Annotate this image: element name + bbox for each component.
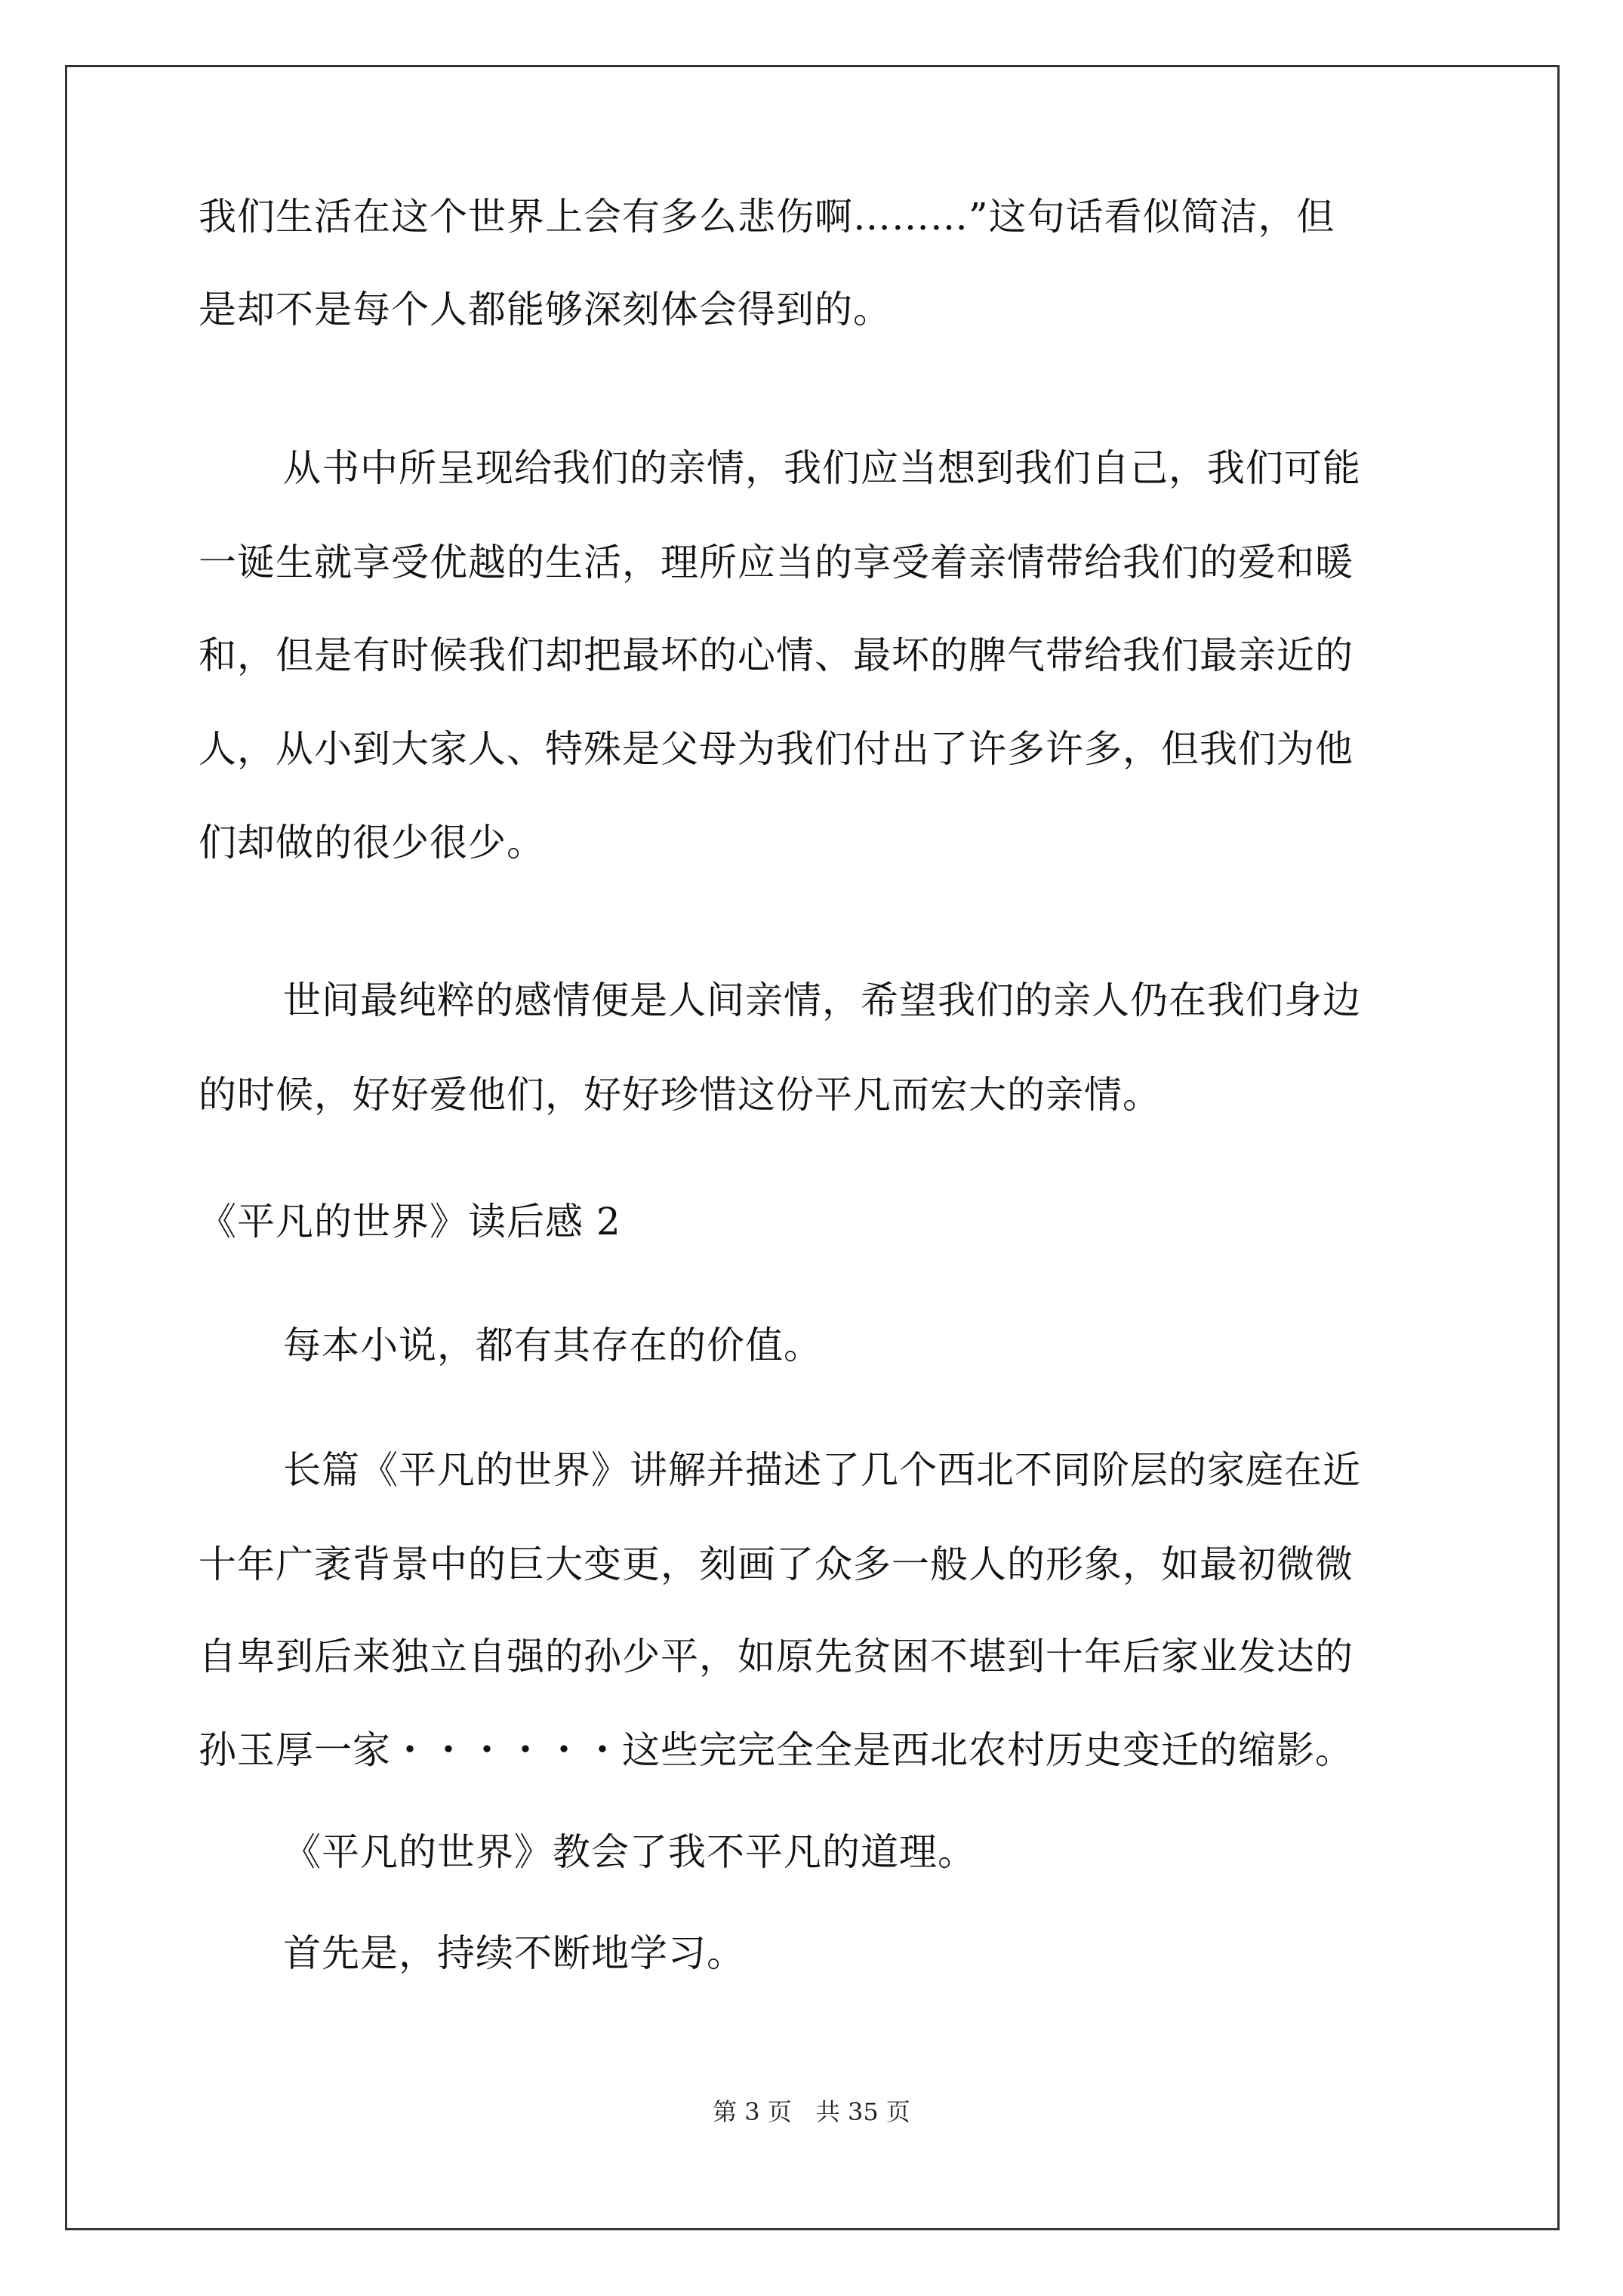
text-line: 一诞生就享受优越的生活，理所应当的享受着亲情带给我们的爱和暖 <box>199 541 1354 584</box>
paragraph-start: 首先是，持续不断地学习。 <box>283 1931 745 1975</box>
page-border <box>65 65 1560 2230</box>
paragraph-start: 世间最纯粹的感情便是人间亲情，希望我们的亲人仍在我们身边 <box>283 978 1361 1022</box>
text-line: 自卑到后来独立自强的孙少平，如原先贫困不堪到十年后家业发达的 <box>199 1635 1354 1678</box>
paragraph-start: 从书中所呈现给我们的亲情，我们应当想到我们自己，我们可能 <box>283 446 1361 490</box>
paragraph-start: 《平凡的世界》教会了我不平凡的道理。 <box>283 1830 976 1874</box>
section-title: 《平凡的世界》读后感 2 <box>199 1200 621 1244</box>
text-line: 孙玉厚一家・・・・・・这些完完全全是西北农村历史变迁的缩影。 <box>199 1728 1354 1772</box>
text-line: 是却不是每个人都能够深刻体会得到的。 <box>199 288 892 331</box>
text-line: 们却做的很少很少。 <box>199 821 545 864</box>
text-line: 和，但是有时候我们却把最坏的心情、最坏的脾气带给我们最亲近的 <box>199 633 1354 677</box>
text-line: 十年广袤背景中的巨大变更，刻画了众多一般人的形象，如最初微微 <box>199 1542 1354 1586</box>
text-line: 的时候，好好爱他们，好好珍惜这份平凡而宏大的亲情。 <box>199 1073 1161 1117</box>
paragraph-start: 长篇《平凡的世界》讲解并描述了几个西北不同阶层的家庭在近 <box>283 1448 1361 1492</box>
text-line: 我们生活在这个世界上会有多么悲伤啊………”这句话看似简洁，但 <box>199 195 1335 239</box>
page-number: 第 3 页 共 35 页 <box>713 2097 910 2126</box>
paragraph-start: 每本小说，都有其存在的价值。 <box>283 1324 822 1367</box>
text-line: 人，从小到大家人、特殊是父母为我们付出了许多许多，但我们为他 <box>199 727 1354 771</box>
